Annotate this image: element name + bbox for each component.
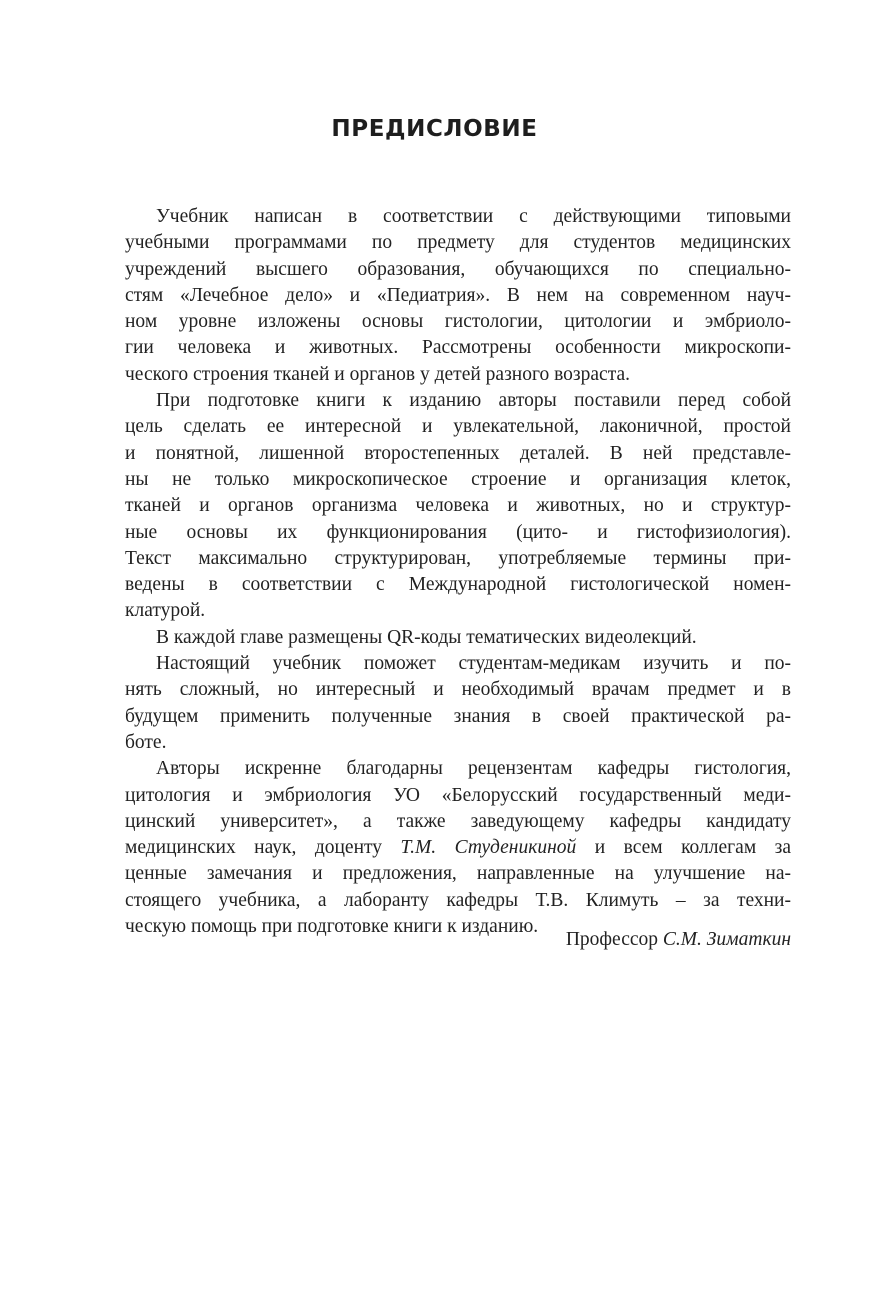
text-line: ные основы их функционирования (цито- и гистофизиология). [125,521,791,543]
text-line: Текст максимально структурирован, употребляемые термины при- [125,547,791,569]
preface-text [125,204,791,940]
text-line: ческую помощь при подготовке книги к изданию. [125,916,539,938]
text-line: цель сделать ее интересной и увлекательной, лаконичной, простой [125,416,791,438]
text-line: ценные замечания и предложения, направленные на улучшение на- [125,863,791,885]
reviewer-name: Т.М. Студеникиной [400,837,577,859]
text-line: стям «Лечебное дело» и «Педиатрия». В нем на современном науч- [125,284,791,306]
signature-title: Профессор [565,929,659,950]
text-line: клатурой. [125,600,206,622]
line-text-before: медицинских наук, доценту [125,837,401,859]
text-line: нять сложный, но интересный и необходимый врачам предмет и в [125,679,791,701]
text-line: Настоящий учебник поможет студентам-медикам изучить и по- [156,653,791,675]
signature-name: С.М. Зиматкин [662,929,791,950]
signature [566,927,791,953]
line-text-after: и всем коллегам за [576,837,791,859]
page-title: ПРЕДИСЛОВИЕ [331,116,538,142]
text-line: гии человека и животных. Рассмотрены особенности микроскопи- [125,337,791,359]
text-line [125,835,791,861]
text-line: В каждой главе размещены QR-коды тематических видеолекций. [156,626,697,648]
text-line: будущем применить полученные знания в своей практической ра- [125,705,791,727]
text-line: и понятной, лишенной второстепенных деталей. В ней представле- [125,442,791,464]
text-line: стоящего учебника, а лаборанту кафедры Т.В. Климуть – за техни- [125,889,791,911]
text-line: ны не только микроскопическое строение и организация клеток, [125,468,791,490]
text-line: учебными программами по предмету для студентов медицинских [125,232,791,254]
text-line: При подготовке книги к изданию авторы поставили перед собой [156,390,791,412]
text-line: ческого строения тканей и органов у детей разного возраста. [125,363,630,385]
text-line: боте. [125,731,167,753]
text-line: ном уровне изложены основы гистологии, цитологии и эмбриоло- [125,311,791,333]
text-line: Авторы искренне благодарны рецензентам кафедры гистология, [156,758,791,780]
text-line: цитология и эмбриология УО «Белорусский государственный меди- [125,784,791,806]
text-line: Учебник написан в соответствии с действующими типовыми [156,206,791,227]
text-line: учреждений высшего образования, обучающихся по специально- [125,258,791,280]
text-line: тканей и органов организма человека и животных, но и структур- [125,495,791,517]
text-line: цинский университет», а также заведующему кафедры кандидату [125,810,791,832]
text-line: ведены в соответствии с Международной гистологической номен- [125,574,791,596]
